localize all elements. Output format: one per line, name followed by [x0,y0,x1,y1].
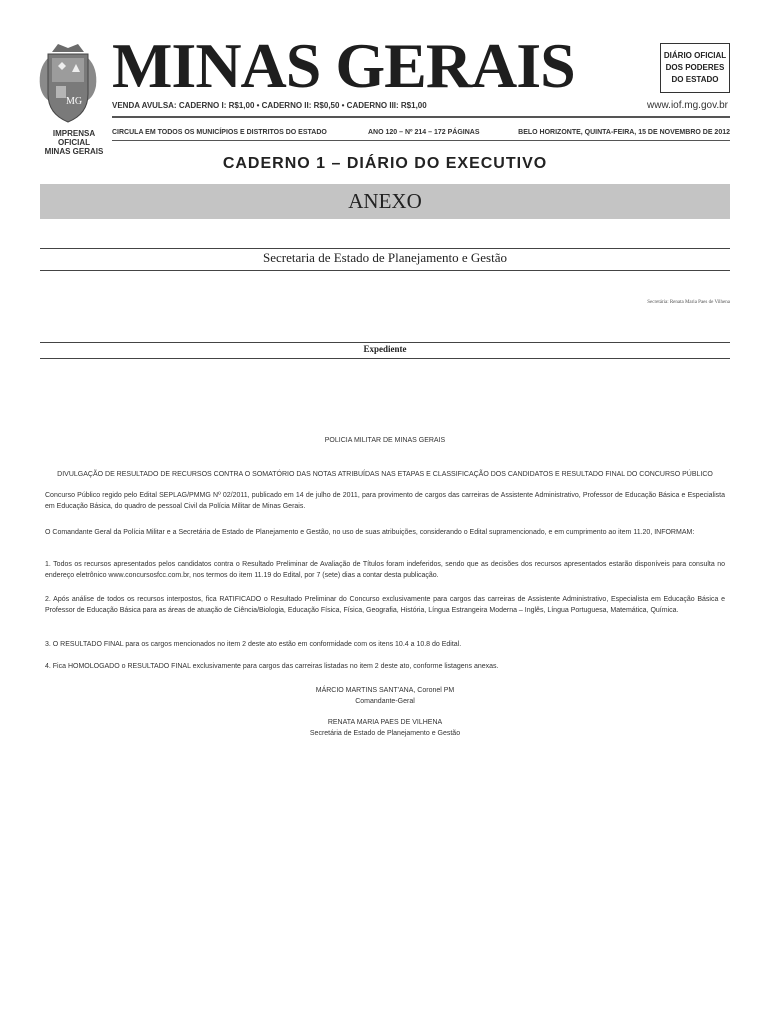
org-heading: POLICIA MILITAR DE MINAS GERAIS [324,437,446,444]
website-link[interactable]: www.iof.mg.gov.br [647,100,728,111]
secretaria-signatory: Secretária: Renata Maria Paes de Vilhena [647,300,730,305]
divider [40,342,730,343]
imprensa-line-1: IMPRENSA OFICIAL [52,129,96,147]
imprensa-oficial-label [38,129,110,156]
paragraph-3: 1. Todos os recursos apresentados pelos candidatos contra o Resultado Preliminar de Avaliação de Títulos foram indeferidos, sendo que as decisões dos recursos apresentados estarão disponíveis para consulta no endereço eletrônico www.concursosfcc.com.br, nos termos do item 11.19 do Edital, por 7 (sete) dias a contar desta publicação. [45,561,725,579]
expediente-title: Expediente [363,344,407,354]
badge-line-3: DO ESTADO [671,75,719,84]
paragraph-2: O Comandante Geral da Polícia Militar e a Secretária de Estado de Planejamento e Gestão, no uso de suas atribuições, considerando o Edital supramencionado, e em cumprimento ao item 11.20, INFORMAM: [45,529,695,536]
divider [40,358,730,359]
notice-heading: DIVULGAÇÃO DE RESULTADO DE RECURSOS CONTRA O SOMATÓRIO DAS NOTAS ATRIBUÍDAS NAS ETAPAS E CLASSIFICAÇÃO DOS CANDIDATOS E RESULTADO FINAL DO CONCURSO PÚBLICO [57,471,713,478]
paragraph-1: Concurso Público regido pelo Edital SEPLAG/PMMG Nº 02/2011, publicado em 14 de julho de 2011, para provimento de cargos das carreiras de Assistente Administrativo, Professor de Educação Básica e Especialista em Educação Básica, do quadro de pessoal Civil da Polícia Militar de Minas Gerais. [45,492,725,510]
circulation-note: CIRCULA EM TODOS OS MUNICÍPIOS E DISTRITOS DO ESTADO [112,129,327,136]
header-rule-top [112,116,730,118]
paragraph-4: 2. Após análise de todos os recursos interpostos, fica RATIFICADO o Resultado Preliminar do Concurso exclusivamente para cargos das carreiras de Assistente Administrativo, Especialista em Educação Básica e Professor de Educação Básica para as áreas de atuação de Ciência/Biologia, Educação Física, Física, Geografia, História, Língua Estrangeira Moderna – Inglês, Língua Portuguesa, Matemática, Química. [45,596,725,614]
divider [40,270,730,271]
diario-oficial-badge [660,43,730,93]
masthead-title: MINAS GERAIS [112,30,575,101]
divider [40,248,730,249]
edition-info: ANO 120 – Nº 214 – 172 PÁGINAS [368,129,480,136]
anexo-title: ANEXO [348,189,422,213]
signature-1-role: Comandante-Geral [355,698,415,705]
imprensa-line-2: MINAS GERAIS [44,147,104,156]
signature-1-name: MÁRCIO MARTINS SANT'ANA, Coronel PM [315,687,455,694]
city-date: BELO HORIZONTE, QUINTA-FEIRA, 15 DE NOVEMBRO DE 2012 [518,129,730,136]
signature-2-name: RENATA MARIA PAES DE VILHENA [327,719,443,726]
badge-line-1: DIÁRIO OFICIAL [663,51,727,60]
signature-2-role: Secretária de Estado de Planejamento e Gestão [309,730,461,737]
header-rule-bottom [112,140,730,141]
paragraph-5: 3. O RESULTADO FINAL para os cargos mencionados no item 2 deste ato estão em conformidade com os itens 10.4 a 10.8 do Edital. [45,641,462,648]
caderno-title: CADERNO 1 – DIÁRIO DO EXECUTIVO [222,155,548,172]
secretaria-title: Secretaria de Estado de Planejamento e Gestão [262,250,507,265]
badge-line-2: DOS PODERES [665,63,725,72]
price-line: VENDA AVULSA: CADERNO I: R$1,00 • CADERNO II: R$0,50 • CADERNO III: R$1,00 [112,101,427,110]
logo-monogram: MG [65,96,83,107]
imprensa-oficial-logo [38,42,98,124]
paragraph-6: 4. Fica HOMOLOGADO o RESULTADO FINAL exclusivamente para cargos das carreiras listadas no item 2 deste ato, conforme listagens anexas. [45,663,499,670]
